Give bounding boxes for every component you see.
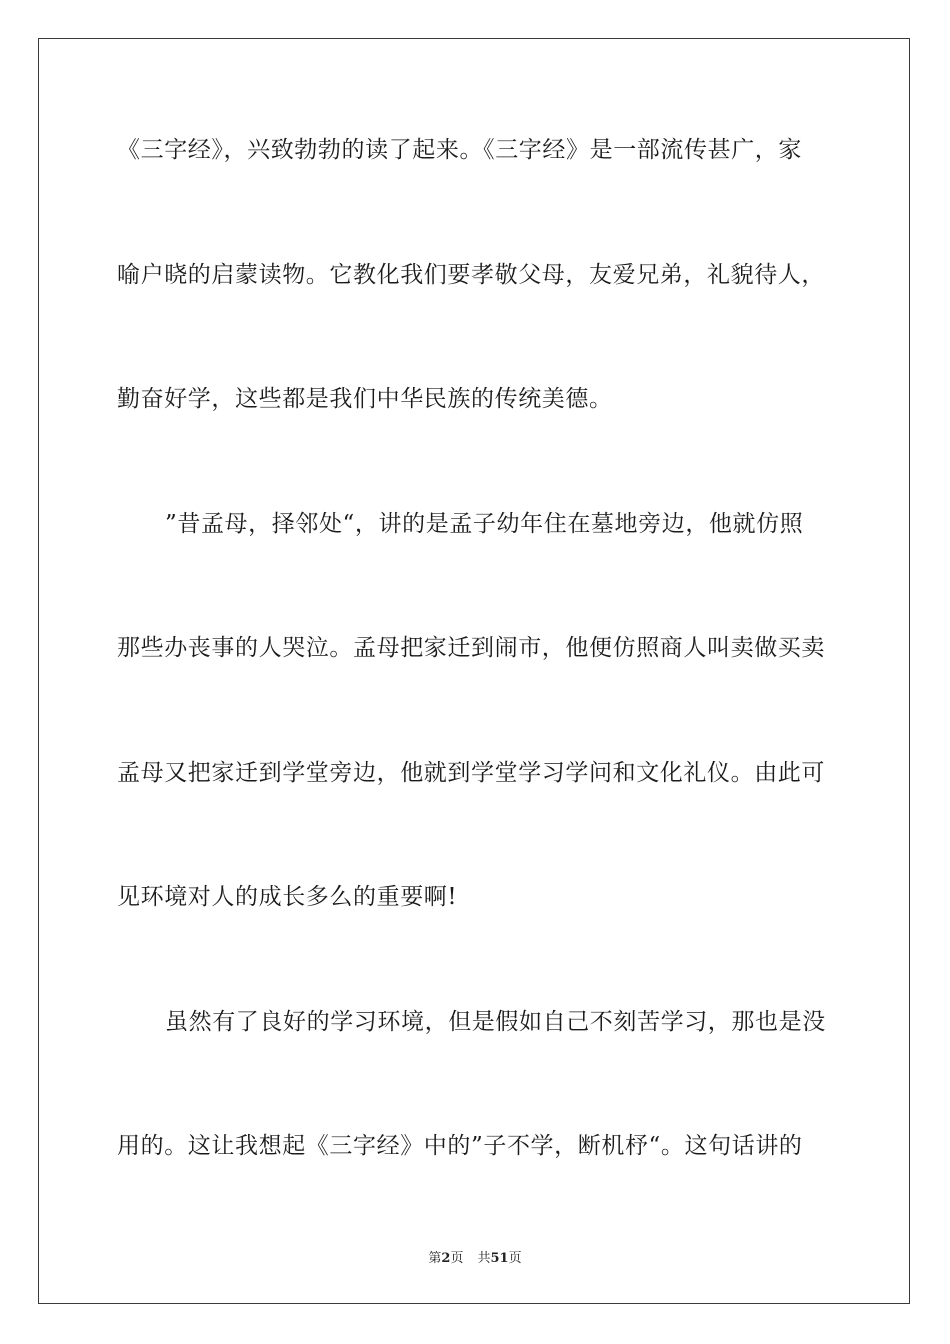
page-footer: [0, 1247, 950, 1266]
page-label-prefix: 第: [428, 1251, 442, 1266]
text-line: 用的。这让我想起《三字经》中的”子不学，断机杼“。这句话讲的: [117, 1133, 803, 1159]
text-line: 勤奋好学，这些都是我们中华民族的传统美德。: [117, 386, 613, 412]
total-label-prefix: 共: [477, 1251, 491, 1266]
page-border: [38, 38, 910, 1304]
text-line: ”昔孟母，择邻处“，讲的是孟子幼年住在墓地旁边，他就仿照: [165, 511, 804, 537]
text-line: 喻户晓的启蒙读物。它教化我们要孝敬父母，友爱兄弟，礼貌待人，: [117, 262, 825, 288]
text-line: 见环境对人的成长多么的重要啊!: [117, 884, 458, 910]
text-line: 那些办丧事的人哭泣。孟母把家迁到闹市，他便仿照商人叫卖做买卖: [117, 635, 825, 661]
total-label-suffix: 页: [508, 1251, 522, 1266]
text-line: 孟母又把家迁到学堂旁边，他就到学堂学习学问和文化礼仪。由此可: [117, 760, 825, 786]
text-line: 《三字经》，兴致勃勃的读了起来。《三字经》是一部流传甚广，家: [117, 137, 802, 163]
text-line: 虽然有了良好的学习环境，但是假如自己不刻苦学习，那也是没: [165, 1009, 826, 1035]
total-pages: 51: [490, 1251, 509, 1266]
page-label-suffix: 页: [450, 1251, 464, 1266]
page-number: 2: [441, 1251, 451, 1266]
